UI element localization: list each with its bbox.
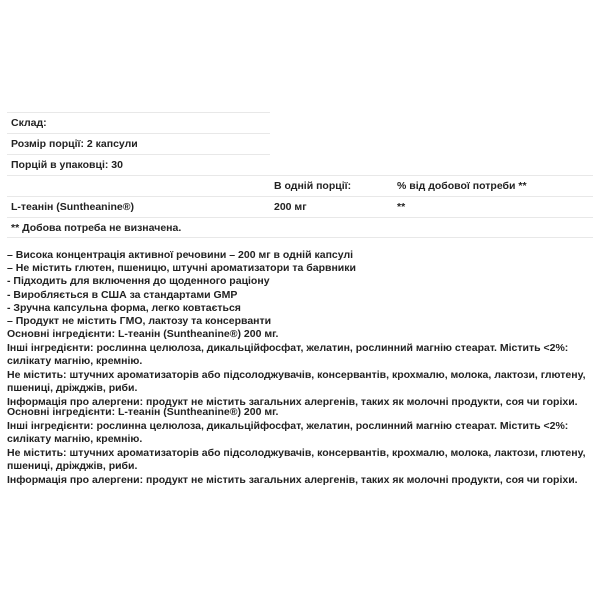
other-ingredients: Інші інгредієнти: рослинна целюлоза, дикальційфосфат, желатин, рослинний магнію стеарат. Містить <2%: силікату магнію, кремнію. (7, 419, 569, 445)
main-ingredients: Основні інгредієнти: L-теанін (Suntheanine®) 200 мг. (7, 406, 279, 418)
free-from: Не містить: штучних ароматизаторів або підсолоджувачів, консервантів, крохмалю, молока, лактози, глютену, пшениці, дріжджів, риби. (7, 446, 586, 472)
table-header-row (7, 175, 593, 196)
table-row (7, 196, 593, 217)
daily-value-footnote: ** Добова потреба не визначена. (11, 222, 182, 234)
allergen-info: Інформація про алергени: продукт не містить загальних алергенів, таких як молочні продукти, соя чи горіхи. (7, 395, 578, 408)
ingredient-name: L-теанін (Suntheanine®) (11, 201, 134, 213)
header-col-daily-value: % від добової потреби ** (397, 180, 527, 192)
list-item: - Зручна капсульна форма, легко ковтається (7, 301, 241, 314)
free-from: Не містить: штучних ароматизаторів або підсолоджувачів, консервантів, крохмалю, молока, лактози, глютену, пшениці, дріжджів, риби. (7, 368, 586, 394)
supplement-facts-table (7, 112, 593, 238)
other-ingredients: Інші інгредієнти: рослинна целюлоза, дикальційфосфат, желатин, рослинний магнію стеарат. Містить <2%: силікату магнію, кремнію. (7, 341, 569, 367)
serving-size-row (7, 133, 270, 154)
ingredients-block (7, 406, 597, 487)
footnote-row (7, 217, 593, 238)
composition-row (7, 112, 270, 133)
ingredient-amount: 200 мг (274, 201, 307, 213)
list-item: – Висока концентрація активної речовини – 200 мг в одній капсулі (7, 249, 354, 261)
list-item: - Підходить для включення до щоденного раціону (7, 275, 270, 288)
list-item: – Продукт не містить ГМО, лактозу та консерванти (7, 315, 272, 328)
list-item: - Виробляється в США за стандартами GMP (7, 288, 238, 301)
ingredients-block (7, 328, 597, 409)
composition-label: Склад: (11, 117, 47, 129)
allergen-info: Інформація про алергени: продукт не містить загальних алергенів, таких як молочні продукти, соя чи горіхи. (7, 473, 578, 486)
main-ingredients: Основні інгредієнти: L-теанін (Suntheanine®) 200 мг. (7, 328, 279, 340)
serving-size: Розмір порції: 2 капсули (11, 138, 138, 150)
features-list (7, 249, 356, 328)
ingredient-daily-value: ** (397, 201, 406, 213)
list-item: – Не містить глютен, пшеницю, штучні ароматизатори та барвники (7, 262, 356, 275)
header-col-per-serving: В одній порції: (274, 180, 352, 192)
servings-per-container: Порцій в упаковці: 30 (11, 159, 123, 171)
servings-per-container-row (7, 154, 270, 175)
